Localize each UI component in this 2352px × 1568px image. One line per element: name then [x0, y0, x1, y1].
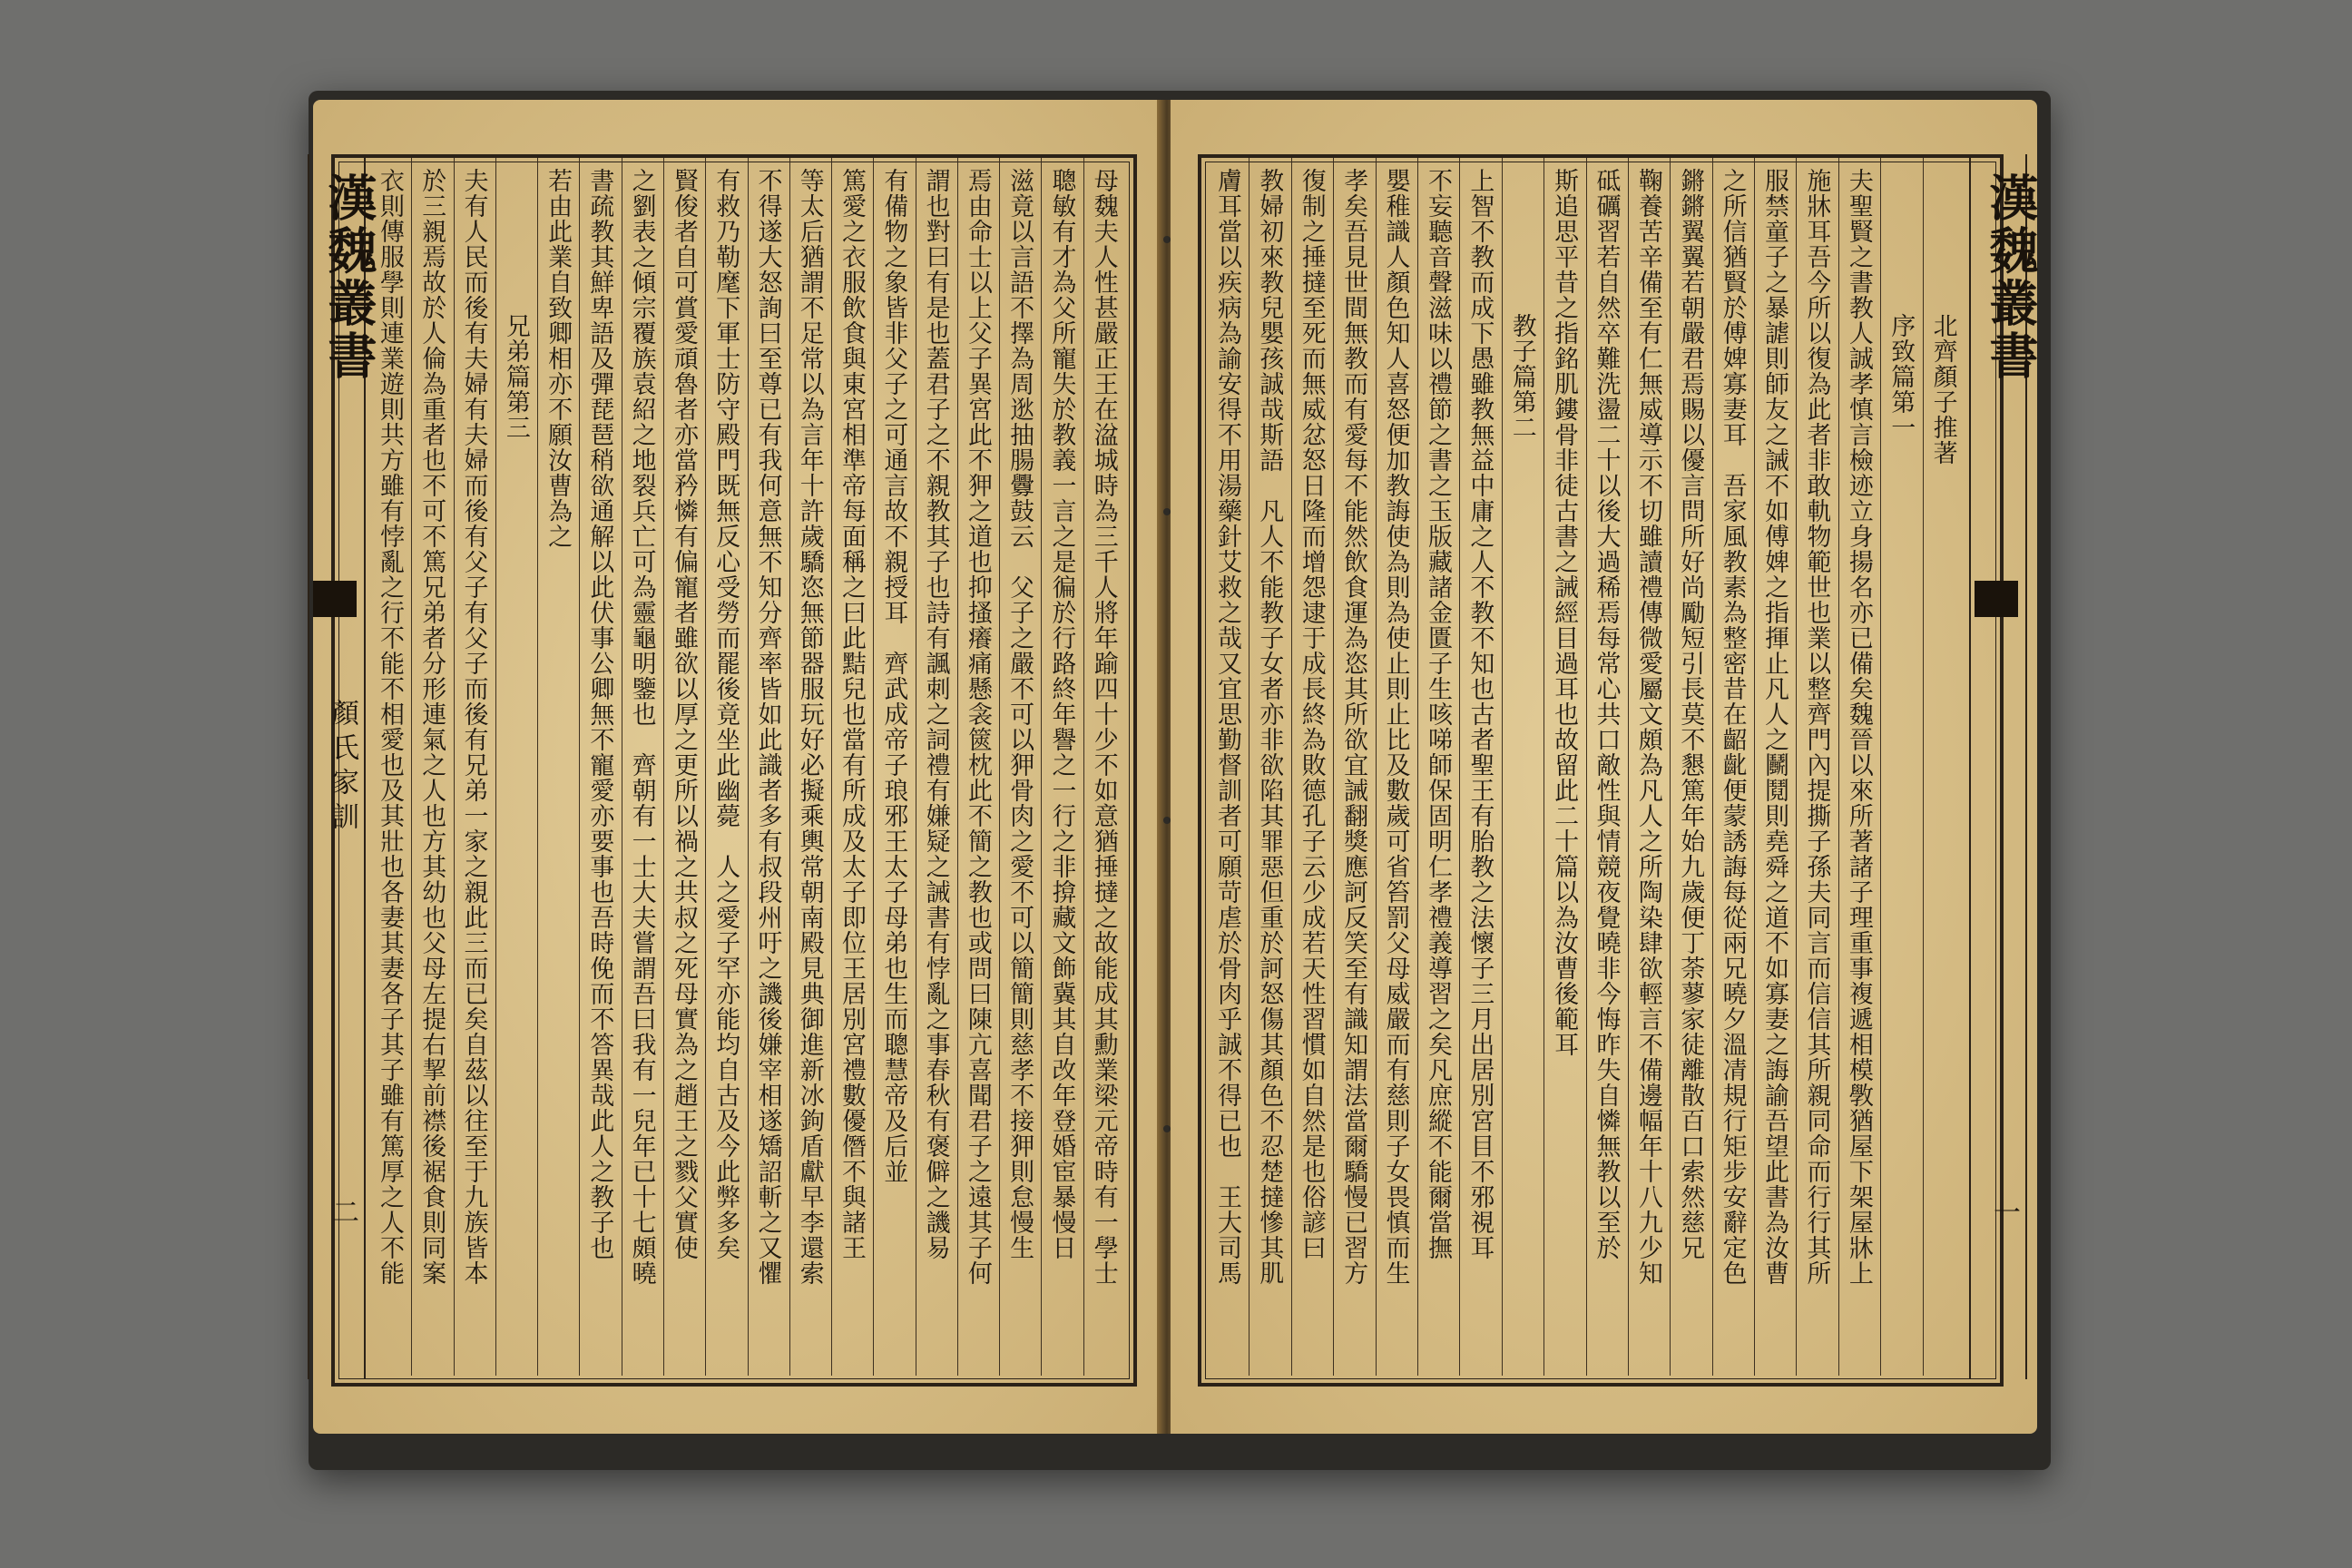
text-column: 之所信猶賢於傅婢寡妻耳 吾家風教素為整密昔在齠齔便蒙誘誨每從兩兄曉夕溫凊規行矩步安辭定色	[1718, 168, 1747, 1286]
text-column: 上智不教而成下愚雖教無益中庸之人不教不知也古者聖王有胎教之法懷子三月出居別宮目不邪視耳	[1465, 168, 1494, 1260]
column-rule	[748, 158, 749, 1376]
column-rule	[1754, 158, 1755, 1376]
text-column: 不得遂大怒詢曰至尊已有我何意無不知分齊率皆如此識者多有叔段州吁之譏後嫌宰相遂矯詔斬之又懼	[753, 168, 782, 1286]
page-number-left: 二	[327, 1198, 358, 1225]
text-column: 教子篇第二	[1507, 313, 1536, 440]
text-column: 篤愛之衣服飲食與東宮相準帝每面稱之曰此黠兒也當有所成及太子即位王居別宮禮數優僭不與諸王	[838, 168, 867, 1260]
text-column: 鞠養苦辛備至有仁無威導示不切雖讀禮傳微愛屬文頗為凡人之所陶染肆欲輕言不備邊幅年十八九少知	[1633, 168, 1662, 1286]
column-rule	[1670, 158, 1671, 1376]
book-subtitle: 顏氏家訓	[327, 699, 358, 837]
binding-stitch	[1163, 817, 1171, 824]
column-rule	[1923, 158, 1924, 1376]
text-column: 夫有人民而後有夫婦有夫婦而後有父子有父子而後有兄弟一家之親此三而已矣自茲以往至于九族皆本	[459, 168, 488, 1286]
right-page-fold-margin	[1969, 154, 2040, 1379]
column-rule	[957, 158, 958, 1376]
text-column: 之劉表之傾宗覆族袁紹之地裂兵亡可為靈龜明鑒也 齊朝有一士大夫嘗謂吾曰我有一兒年已十七頗曉	[627, 168, 656, 1286]
column-rule	[1083, 158, 1084, 1376]
left-page	[313, 100, 1161, 1434]
text-column: 若由此業自致卿相亦不願汝曹為之	[544, 168, 573, 549]
text-column: 北齊顏子推著	[1928, 313, 1957, 466]
text-column: 鏘鏘翼翼若朝嚴君焉賜以優言問所好尚勵短引長莫不懇篤年始九歲便丁荼蓼家徒離散百口索然慈兄	[1676, 168, 1705, 1260]
column-rule	[411, 158, 412, 1376]
text-column: 謂也對曰有是也蓋君子之不親教其子也詩有諷刺之詞禮有嫌疑之誡書有悖亂之事春秋有褒僻之譏易	[921, 168, 950, 1260]
column-rule	[1628, 158, 1629, 1376]
text-column: 砥礪習若自然卒難洗盪二十以後大過稀焉每常心共口敵性與情競夜覺曉非今悔昨失自憐無教以至於	[1592, 168, 1621, 1260]
binding-stitch	[1163, 508, 1171, 515]
column-rule	[579, 158, 580, 1376]
column-rule	[663, 158, 664, 1376]
text-column: 衣則傳服學則連業遊則共方雖有悖亂之行不能不相愛也及其壯也各妻其妻各子其子雖有篤厚之人不能	[376, 168, 404, 1286]
text-column: 不妄聽音聲滋味以禮節之書之玉版藏諸金匱子生咳㖒師保固明仁孝禮義導習之矣凡庶縱不能爾當撫	[1423, 168, 1452, 1260]
column-rule	[1838, 158, 1839, 1376]
column-rule	[1712, 158, 1713, 1376]
binding-stitch	[1163, 236, 1171, 243]
column-rule	[454, 158, 455, 1376]
column-rule	[1880, 158, 1881, 1376]
column-rule	[495, 158, 496, 1376]
fish-tail-mark	[1975, 581, 2018, 617]
text-column: 等太后猶謂不足常以為言年十許歲驕恣無節器服玩好必擬乘輿常朝南殿見典御進新冰鉤盾獻早李還索	[795, 168, 824, 1286]
column-rule	[1041, 158, 1042, 1376]
text-column: 復制之捶撻至死而無威忿怒日隆而增怨逮于成長終為敗德孔子云少成若天性習慣如自然是也俗諺曰	[1297, 168, 1326, 1260]
column-rule	[1459, 158, 1460, 1376]
text-column: 有備物之象皆非父子之可通言故不親授耳 齊武成帝子琅邪王太子母弟也生而聰慧帝及后並	[879, 168, 908, 1184]
text-column: 膚耳當以疾病為諭安得不用湯藥針艾救之哉又宜思勤督訓者可願苛虐於骨肉乎誠不得已也 王大司馬	[1213, 168, 1241, 1286]
column-rule	[873, 158, 874, 1376]
column-rule	[705, 158, 706, 1376]
text-column: 嬰稚識人顏色知人喜怒便加教誨使為則為使止則止比及數歲可省笞罰父母威嚴而有慈則子女畏慎而生	[1381, 168, 1410, 1286]
column-rule	[831, 158, 832, 1376]
text-column: 斯追思平昔之指銘肌鏤骨非徒古書之誡經目過耳也故留此二十篇以為汝曹後範耳	[1550, 168, 1579, 1057]
text-column: 於三親焉故於人倫為重者也不可不篤兄弟者分形連氣之人也方其幼也父母左提右挈前襟後裾食則同案	[417, 168, 446, 1286]
text-column: 序致篇第一	[1886, 313, 1916, 440]
text-column: 焉由命士以上父子異宮此不狎之道也抑搔癢痛懸衾篋枕此不簡之教也或問曰陳亢喜聞君子之遠其子何	[963, 168, 992, 1286]
text-column: 兄弟篇第三	[501, 313, 530, 440]
column-rule	[999, 158, 1000, 1376]
text-column: 服禁童子之暴謔則師友之誡不如傅婢之指揮止凡人之鬭鬩則堯舜之道不如寡妻之誨諭吾望此書為汝曹	[1760, 168, 1789, 1286]
column-rule	[1417, 158, 1418, 1376]
page-number-right: 一	[1988, 1198, 2020, 1225]
text-column: 滋竟以言語不擇為周逖抽腸釁鼓云 父子之嚴不可以狎骨肉之愛不可以簡簡則慈孝不接狎則怠慢生	[1005, 168, 1034, 1260]
column-rule	[1249, 158, 1250, 1376]
text-column: 孝矣吾見世間無教而有愛每不能然飲食運為恣其所欲宜誡翻獎應訶反笑至有識知謂法當爾驕慢已習方	[1339, 168, 1368, 1286]
right-page	[1171, 100, 2040, 1434]
text-column: 有救乃勒麾下軍士防守殿門既無反心受勞而罷後竟坐此幽薨 人之愛子罕亦能均自古及今此弊多矣	[711, 168, 740, 1260]
text-column: 聰敏有才為父所寵失於教義一言之是徧於行路終年譽之一行之非揜藏文飾冀其自改年登婚宦暴慢日	[1047, 168, 1076, 1260]
column-rule	[537, 158, 538, 1376]
column-rule	[1502, 158, 1503, 1376]
column-rule	[1796, 158, 1797, 1376]
text-column: 書疏教其鮮卑語及彈琵琶稍欲通解以此伏事公卿無不寵愛亦要事也吾時俛而不答異哉此人之教子也	[585, 168, 614, 1260]
text-column: 賢俊者自可賞愛頑魯者亦當矜憐有偏寵者雖欲以厚之更所以禍之共叔之死母實為之趙王之戮父實使	[669, 168, 698, 1260]
left-page-fold-margin	[308, 154, 378, 1379]
column-rule	[1291, 158, 1292, 1376]
fish-tail-mark	[313, 581, 357, 617]
text-column: 母魏夫人性甚嚴正王在湓城時為三千人將年踰四十少不如意猶捶撻之故能成其勳業梁元帝時有一學士	[1089, 168, 1118, 1286]
text-column: 教婦初來教兒嬰孩誠哉斯語 凡人不能教子女者亦非欲陷其罪惡但重於訶怒傷其顏色不忍楚撻慘其肌	[1255, 168, 1284, 1286]
book-title-right: 漢魏叢書	[1982, 172, 2040, 383]
column-rule	[1333, 158, 1334, 1376]
book-title: 漢魏叢書	[320, 172, 378, 383]
column-rule	[1376, 158, 1377, 1376]
column-rule	[1586, 158, 1587, 1376]
text-column: 施牀耳吾今所以復為此者非敢軌物範世也業以整齊門內提撕子孫夫同言而信信其所親同命而行行其所	[1802, 168, 1831, 1286]
text-column: 夫聖賢之書教人誠孝慎言檢迹立身揚名亦已備矣魏晉以來所著諸子理重事複遞相模斆猶屋下架屋牀上	[1844, 168, 1873, 1286]
binding-stitch	[1163, 1125, 1171, 1132]
column-rule	[789, 158, 790, 1376]
